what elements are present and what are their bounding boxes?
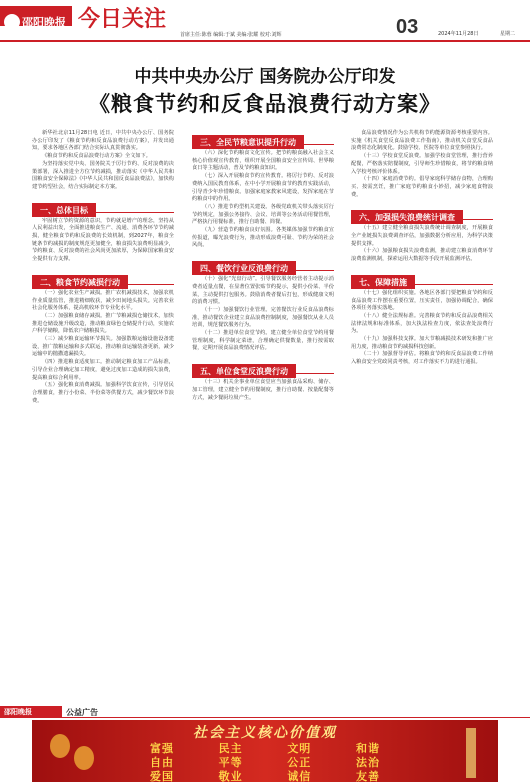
article-column-2 [192,130,334,402]
section-heading-label: 二、粮食节约减损行动 [32,275,128,289]
subheadline: 《粮食节约和反食品浪费行动方案》 [89,91,441,116]
ad-newspaper-logo: 邵阳晚报 [0,706,62,718]
section-heading [192,359,334,377]
paragraph: （五）强化粮食消费减损。加强科学饮食宣传，引导居民合理膳食，推行小份菜、半份菜等供餐方式，减少餐饮环节浪费。 [32,382,174,404]
section-heading-label: 三、全民节粮意识提升行动 [192,135,304,149]
ad-header [0,706,530,718]
page-number: 03 [396,16,419,38]
paragraph: （十六）加强粮食损失浪费监测，推动建立粮食消费环节浪费监测机制，探索运用大数据等手段开展监测评估。 [351,248,493,263]
value-word: 公正 [287,756,312,769]
section-heading [351,270,493,285]
core-values-banner [32,720,498,782]
paragraph: （三）减少粮食运输环节损失。加强散粮运输设施设备建设，推广散粮运输和多式联运，推动粮食运输装备更新，减少运输中的抛撒遗漏损失。 [32,336,174,358]
public-service-ad [0,706,530,782]
brand-band [0,6,72,29]
article-column-1 [32,130,174,405]
paragraph: 牢固树立节约资源的意识，节约就是增产的理念，坚持从人民利益出发，全面推进粮食生产、流通、消费各环节节约减损，健全粮食节约和反浪费的长效机制，到2027年，粮食全链条节约减损的制度规范更加健全，粮食损失浪费明显减少，节约粮食、反对浪费的社会风尚更加浓厚，为保障国家粮食安全提供有力支撑。 [32,217,174,263]
paragraph: （十八）健全法规标准。完善粮食节约和反食品浪费相关法律法规和标准体系，加大执法检查力度，依法查处浪费行为。 [351,312,493,335]
section-heading [32,198,174,213]
section-heading [351,205,493,223]
value-word: 友善 [355,770,380,782]
section-heading-label: 七、保障措施 [351,275,415,289]
paragraph: （十五）建立健全粮食损失浪费统计调查制度，开展粮食全产业链损失浪费调查评估，加强数据分析应用，为科学决策提供支撑。 [351,225,493,247]
section-heading [32,270,174,285]
value-word: 和谐 [355,742,380,755]
paragraph: （十三）学校食堂反浪费。加强学校食堂管理，推行营养配餐，严格落实陪餐制度，引导师生珍惜粮食，将节约粮食纳入学校考核评价体系。 [351,153,493,175]
paragraph: （十二）推进单位食堂节约。建立健全单位食堂节约用餐管理制度，科学制定菜谱，合理确定供餐数量，推行按需取餐，定期开展食品浪费情况评估。 [192,330,334,352]
paragraph: （十四）家庭消费节约。倡导家庭科学储存食物，合理购买、按需烹饪，推广家庭节约粮食小妙招，减少家庭食物浪费。 [351,176,493,198]
values-grid [150,740,380,782]
paragraph: （十一）加强餐饮行业管理。完善餐饮行业反食品浪费标准，推动餐饮企业建立食品浪费控制制度，加强餐饮从业人员培训，规范餐饮服务行为。 [192,306,334,329]
value-word: 敬业 [218,770,243,782]
paragraph: （十）强化“光盘行动”。引导餐饮服务经营者主动提示消费者适量点餐，在显著位置张贴节约提示，提供小份菜、半份菜，主动提供打包服务。鼓励消费者餐后打包，形成健康文明的消费习惯。 [192,276,334,306]
paragraph: 为坚持落实党中央、国务院关于厉行节约、反对浪费的决策部署，深入推进全方位节约减损，推动落实《中华人民共和国粮食安全保障法》《中华人民共和国反食品浪费法》，加快构建节约型社会，结合实际制定本方案。 [32,160,174,190]
value-word: 平等 [218,756,243,769]
paragraph: （四）推进粮食适度加工。推动制定粮食加工产品标准，引导企业合理确定加工精度，避免过度加工造成的损失浪费，提高粮食综合利用率。 [32,359,174,381]
values-row [150,740,380,754]
editor-credits: 首席主任:陈蓉 编辑:于斌 美编:张耀 校对:刘辉 [180,32,282,38]
value-word: 富强 [150,742,174,755]
section-heading-label: 一、总体目标 [32,203,96,217]
paragraph: （一）强化农业生产减损。推广农机减损技术，加强农机作业质量监管，推进精细收获，减少田间地头损失。完善农业社会化服务体系，提高机收环节专业化水平。 [32,289,174,312]
paragraph: （七）深入开展粮食节约宣传教育。将厉行节约、反对浪费纳入国民教育体系，在中小学开展粮食节约教育实践活动，引导青少年珍惜粮食。加强家庭家教家风建设，发挥家庭在节约粮食中的作用。 [192,173,334,203]
issue-weekday: 星期二 [500,31,516,37]
values-row [150,768,380,782]
paragraph: （二十）加强督导评估。将粮食节约和反食品浪费工作纳入粮食安全党政同责考核，对工作落实不力的进行通报。 [351,351,493,366]
masthead [0,0,530,42]
values-row [150,754,380,768]
value-word: 法治 [355,756,380,769]
lantern-icon [74,746,94,770]
paragraph: （十七）强化组织实施。各地区各部门要把粮食节约和反食品浪费工作摆在重要位置，压实责任，加强协调配合，确保各项任务落实落地。 [351,289,493,312]
section-heading-label: 五、单位食堂反浪费行动 [192,364,296,378]
value-word: 文明 [287,742,312,755]
ad-divider [0,717,530,718]
section-heading [192,130,334,145]
headline: 中共中央办公厅 国务院办公厅印发 [134,67,396,87]
ad-label: 公益广告 [66,708,98,717]
value-word: 诚信 [287,770,312,782]
issue-date: 2024年11月28日 [438,31,479,37]
paragraph: （二）加强粮食储存减损。推广节粮减损仓储技术，加快推进仓储设施升级改造，推动粮食绿色仓储提升行动，实施农户科学储粮，降低农户储粮损失。 [32,312,174,335]
paragraph: （六）深化节约粮食文化宣传。把节约粮食融入社会主义核心价值观宣传教育，组织开展全国粮食安全宣传周、世界粮食日等主题活动，普及节约粮食知识。 [192,150,334,172]
paragraph: （九）营造节约粮食良好氛围。各类媒体加强节约粮食宣传报道，曝光浪费行为，推动形成浪费可耻、节约为荣的社会风尚。 [192,227,334,249]
paragraph: （十九）加强科技支撑。加大节粮减损技术研发和推广应用力度，推动粮食节约减损科技创新。 [351,336,493,350]
paragraph: 《粮食节约和反食品浪费行动方案》全文如下。 [42,153,151,160]
paragraph: （十三）机关企事业单位食堂应当加强食品采购、储存、加工管理，建立健全节约用餐制度，推行自助餐、按量配餐等方式，减少餐厨垃圾产生。 [192,379,334,401]
newspaper-logo-icon [4,14,20,30]
banner-title: 社会主义核心价值观 [193,725,337,741]
section-heading [192,256,334,274]
value-word: 自由 [150,756,174,769]
header-divider [0,40,530,42]
value-word: 爱国 [150,770,174,782]
section-heading-label: 四、餐饮行业反浪费行动 [192,261,296,275]
newspaper-name: 邵阳晚报 [22,16,66,29]
paragraph: 新华社北京11月28日电 近日，中共中央办公厅、国务院办公厅印发了《粮食节约和反食品浪费行动方案》，并发出通知，要求各地区各部门结合实际认真贯彻落实。 [32,130,174,152]
value-word: 民主 [218,742,243,755]
section-title: 今日关注 [78,6,167,32]
paragraph: （八）推进节约型机关建设。各级党政机关带头落实厉行节约规定，加强公务接待、会议、培训等公务活动用餐管理，严格执行用餐标准，推行自助餐、简餐。 [192,203,334,226]
paragraph: 食品浪费情况作为公共机构节约能源资源考核重要内容。实施《机关食堂反食品浪费工作指南》，推动机关食堂反食品浪费常态化制度化。鼓励学校、医院等单位食堂参照执行。 [351,130,493,152]
section-heading-label: 六、加强损失浪费统计调查 [351,210,463,224]
article-column-3 [351,130,493,367]
